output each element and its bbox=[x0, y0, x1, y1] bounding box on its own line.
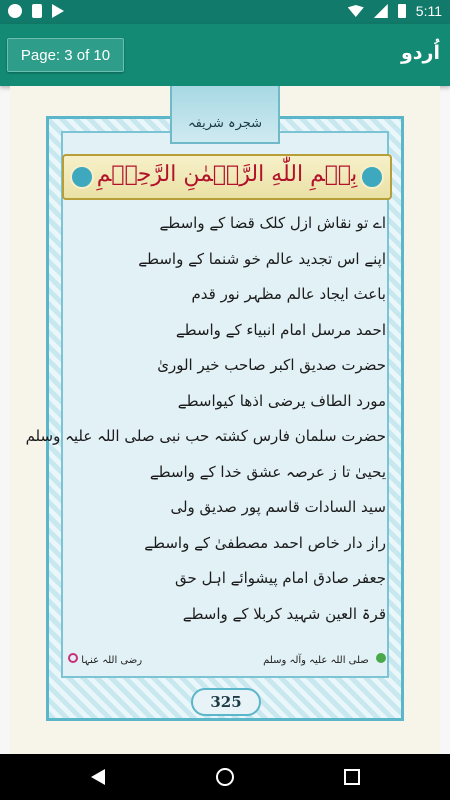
poem-lines bbox=[25, 206, 386, 632]
poem-line: حضرت سلمان فارس کشتہ حب نبی صلی اللہ علیہ وسلم bbox=[25, 427, 386, 445]
legend-left-text: رضی اللہ عنہا bbox=[81, 654, 143, 666]
play-store-icon bbox=[52, 4, 64, 18]
sd-card-icon bbox=[32, 4, 42, 18]
ornament-icon bbox=[360, 165, 384, 189]
poem-line: مورد الطاف یرضی اذھا کیواسطے bbox=[177, 391, 386, 410]
recent-apps-icon[interactable] bbox=[344, 769, 360, 785]
book-page[interactable] bbox=[10, 86, 440, 754]
poem-line: سید السادات قاسم پور صدیق ولی bbox=[170, 498, 386, 516]
legend-right bbox=[263, 653, 386, 666]
poem-line: باعث ایجاد عالم مظہر نور قدم bbox=[191, 285, 386, 303]
page-indicator-button[interactable]: Page: 3 of 10 bbox=[7, 38, 124, 72]
notification-dot-icon bbox=[8, 4, 22, 18]
language-toggle[interactable]: اُردو bbox=[400, 42, 440, 64]
wifi-icon bbox=[348, 5, 364, 17]
page-title: شجرہ شریفہ bbox=[187, 116, 263, 131]
flower-icon bbox=[376, 653, 386, 663]
status-bar bbox=[0, 0, 450, 24]
bismillah-panel bbox=[62, 154, 392, 200]
status-time: 5:11 bbox=[415, 3, 442, 19]
poem-line: اے تو نقاش ازل کلک قضا کے واسطے bbox=[159, 214, 386, 232]
poem-line: جعفر صادق امام پیشوائے اہل حق bbox=[175, 569, 386, 587]
ring-icon bbox=[68, 653, 78, 663]
back-icon[interactable] bbox=[91, 769, 105, 785]
poem-line: قرۃ العین شہید کربلا کے واسطے bbox=[182, 604, 386, 623]
bismillah-text: بِسۡمِ اللّٰهِ الرَّحۡمٰنِ الرَّحِیۡمِ bbox=[96, 162, 358, 187]
home-icon[interactable] bbox=[216, 768, 234, 786]
signal-icon bbox=[374, 4, 388, 18]
navigation-bar bbox=[0, 754, 450, 800]
page-number: 325 bbox=[191, 688, 261, 716]
app-bar bbox=[0, 24, 450, 86]
poem-line: حضرت صدیق اکبر صاحب خیر الوریٰ bbox=[157, 356, 386, 374]
poem-line: یحییٰ تا ز عرصہ عشق خدا کے واسطے bbox=[149, 462, 386, 481]
battery-icon bbox=[398, 4, 406, 18]
poem-line: راز دار خاص احمد مصطفیٰ کے واسطے bbox=[144, 533, 386, 552]
legend-right-text: صلی اللہ علیہ وآلہ وسلم bbox=[263, 654, 369, 666]
page-footer-legend bbox=[64, 648, 386, 670]
title-tab bbox=[170, 86, 280, 144]
legend-left bbox=[64, 653, 142, 666]
poem-line: احمد مرسل امام انبیاء کے واسطے bbox=[175, 320, 386, 339]
status-icons-right bbox=[348, 3, 442, 19]
poem-line: اپنے اس تجدید عالم خو شنما کے واسطے bbox=[138, 249, 386, 268]
status-icons-left bbox=[8, 4, 64, 18]
